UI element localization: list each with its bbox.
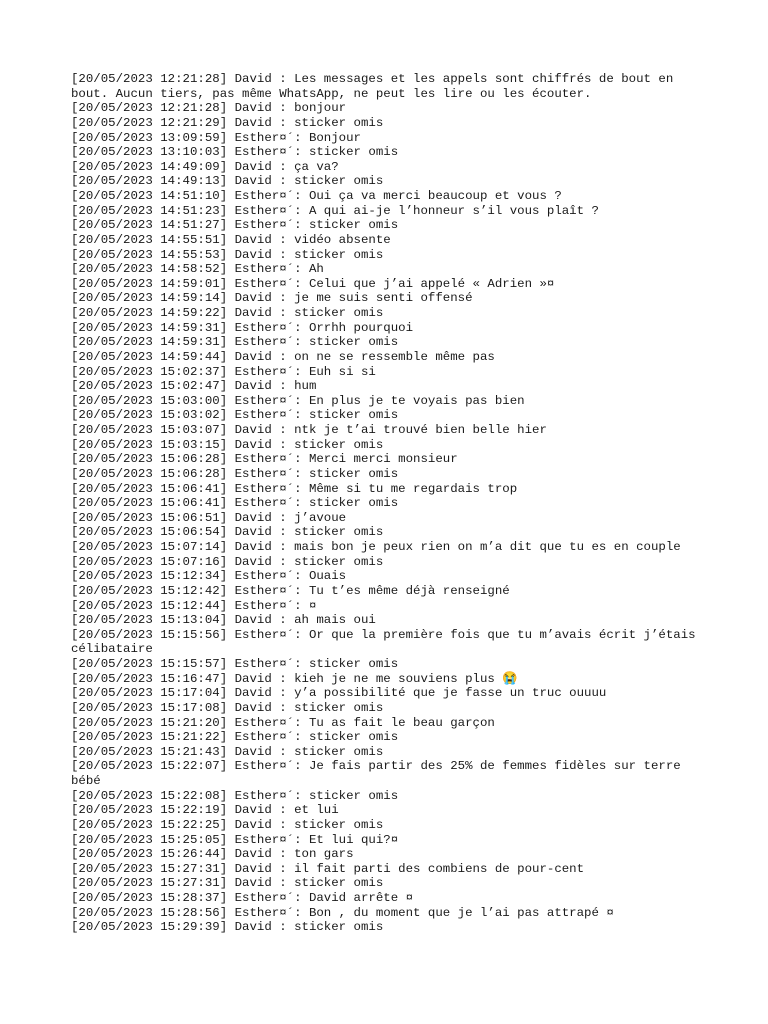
chat-line: [20/05/2023 15:03:00] Esther¤´: En plus je te voyais pas bien	[71, 393, 525, 408]
chat-line: [20/05/2023 15:06:28] Esther¤´: sticker omis	[71, 466, 399, 481]
chat-line: [20/05/2023 15:16:47] David : kieh je ne me souviens plus 😭	[71, 671, 518, 686]
chat-line: [20/05/2023 15:12:44] Esther¤´: ¤	[71, 598, 317, 613]
chat-line: [20/05/2023 15:28:37] Esther¤´: David arrête ¤	[71, 891, 414, 905]
chat-line: [20/05/2023 15:03:07] David : ntk je t’ai trouvé bien belle hier	[71, 423, 547, 437]
chat-line: [20/05/2023 12:21:29] David : sticker omis	[71, 115, 384, 130]
chat-line: [20/05/2023 15:06:41] Esther¤´: sticker omis	[71, 496, 399, 511]
chat-line: [20/05/2023 15:07:14] David : mais bon je peux rien on m’a dit que tu es en couple	[71, 540, 681, 554]
chat-line: [20/05/2023 15:02:37] Esther¤´: Euh si si	[71, 364, 376, 379]
chat-line: [20/05/2023 13:09:59] Esther¤´: Bonjour	[71, 130, 361, 145]
chat-line: [20/05/2023 15:15:56] Esther¤´: Or que la première fois que tu m’avais écrit j’étais célibataire	[71, 627, 704, 657]
chat-line: [20/05/2023 15:29:39] David : sticker omis	[71, 920, 384, 935]
chat-line: [20/05/2023 15:06:51] David : j’avoue	[71, 510, 347, 525]
chat-line: [20/05/2023 15:27:31] David : il fait parti des combiens de pour-cent	[71, 861, 585, 876]
chat-line: [20/05/2023 15:17:08] David : sticker omis	[71, 700, 384, 715]
chat-line: [20/05/2023 12:21:28] David : Les messages et les appels sont chiffrés de bout en bout. Aucun tiers, pas même WhatsApp, ne peut les lire ou les écouter.	[71, 72, 681, 101]
chat-line: [20/05/2023 14:58:52] Esther¤´: Ah	[71, 262, 324, 277]
chat-line: [20/05/2023 12:21:28] David : bonjour	[71, 101, 347, 116]
chat-line: [20/05/2023 14:51:27] Esther¤´: sticker omis	[71, 218, 399, 233]
chat-line: [20/05/2023 14:51:10] Esther¤´: Oui ça va merci beaucoup et vous ?	[71, 189, 562, 203]
chat-line: [20/05/2023 15:21:22] Esther¤´: sticker omis	[71, 730, 399, 745]
chat-line: [20/05/2023 15:13:04] David : ah mais oui	[71, 613, 376, 628]
chat-line: [20/05/2023 15:15:57] Esther¤´: sticker omis	[71, 657, 399, 671]
chat-line: [20/05/2023 15:17:04] David : y’a possibilité que je fasse un truc ouuuu	[71, 686, 607, 701]
chat-line: [20/05/2023 15:03:02] Esther¤´: sticker omis	[71, 408, 399, 423]
chat-line: [20/05/2023 14:55:53] David : sticker omis	[71, 247, 384, 262]
chat-line: [20/05/2023 14:59:01] Esther¤´: Celui que j’ai appelé « Adrien »¤	[71, 276, 555, 291]
chat-line: [20/05/2023 14:59:14] David : je me suis senti offensé	[71, 291, 473, 306]
chat-line: [20/05/2023 15:21:43] David : sticker omis	[71, 744, 384, 759]
chat-line: [20/05/2023 15:25:05] Esther¤´: Et lui qui?¤	[71, 832, 399, 847]
chat-line: [20/05/2023 14:51:23] Esther¤´: A qui ai-je l’honneur s’il vous plaît ?	[71, 203, 599, 218]
chat-line: [20/05/2023 15:26:44] David : ton gars	[71, 847, 354, 862]
chat-line: [20/05/2023 14:55:51] David : vidéo absente	[71, 232, 391, 247]
chat-line: [20/05/2023 15:21:20] Esther¤´: Tu as fait le beau garçon	[71, 715, 495, 730]
chat-line: [20/05/2023 14:49:09] David : ça va?	[71, 159, 339, 174]
chat-line: [20/05/2023 14:59:22] David : sticker omis	[71, 306, 384, 320]
chat-line: [20/05/2023 15:03:15] David : sticker omis	[71, 437, 384, 452]
chat-transcript	[71, 72, 711, 935]
chat-line: [20/05/2023 15:12:42] Esther¤´: Tu t’es même déjà renseigné	[71, 583, 510, 598]
chat-line: [20/05/2023 13:10:03] Esther¤´: sticker omis	[71, 145, 399, 160]
chat-line: [20/05/2023 15:06:41] Esther¤´: Même si tu me regardais trop	[71, 481, 518, 496]
chat-line: [20/05/2023 15:06:28] Esther¤´: Merci merci monsieur	[71, 452, 458, 467]
chat-line: [20/05/2023 15:27:31] David : sticker omis	[71, 876, 384, 891]
chat-line: [20/05/2023 15:22:08] Esther¤´: sticker omis	[71, 788, 399, 803]
chat-line: [20/05/2023 15:22:19] David : et lui	[71, 803, 339, 818]
chat-line: [20/05/2023 14:49:13] David : sticker omis	[71, 174, 384, 189]
chat-line: [20/05/2023 14:59:31] Esther¤´: Orrhh pourquoi	[71, 320, 414, 335]
chat-line: [20/05/2023 15:22:25] David : sticker omis	[71, 817, 384, 832]
chat-line: [20/05/2023 15:28:56] Esther¤´: Bon , du moment que je l’ai pas attrapé ¤	[71, 905, 614, 920]
chat-line: [20/05/2023 15:12:34] Esther¤´: Ouais	[71, 569, 347, 584]
chat-line: [20/05/2023 15:02:47] David : hum	[71, 379, 317, 394]
chat-line: [20/05/2023 14:59:31] Esther¤´: sticker omis	[71, 335, 399, 350]
chat-line: [20/05/2023 15:07:16] David : sticker omis	[71, 554, 384, 569]
chat-line: [20/05/2023 15:06:54] David : sticker omis	[71, 525, 384, 540]
chat-line: [20/05/2023 15:22:07] Esther¤´: Je fais partir des 25% de femmes fidèles sur terre bébé	[71, 759, 689, 788]
chat-line: [20/05/2023 14:59:44] David : on ne se ressemble même pas	[71, 349, 495, 364]
